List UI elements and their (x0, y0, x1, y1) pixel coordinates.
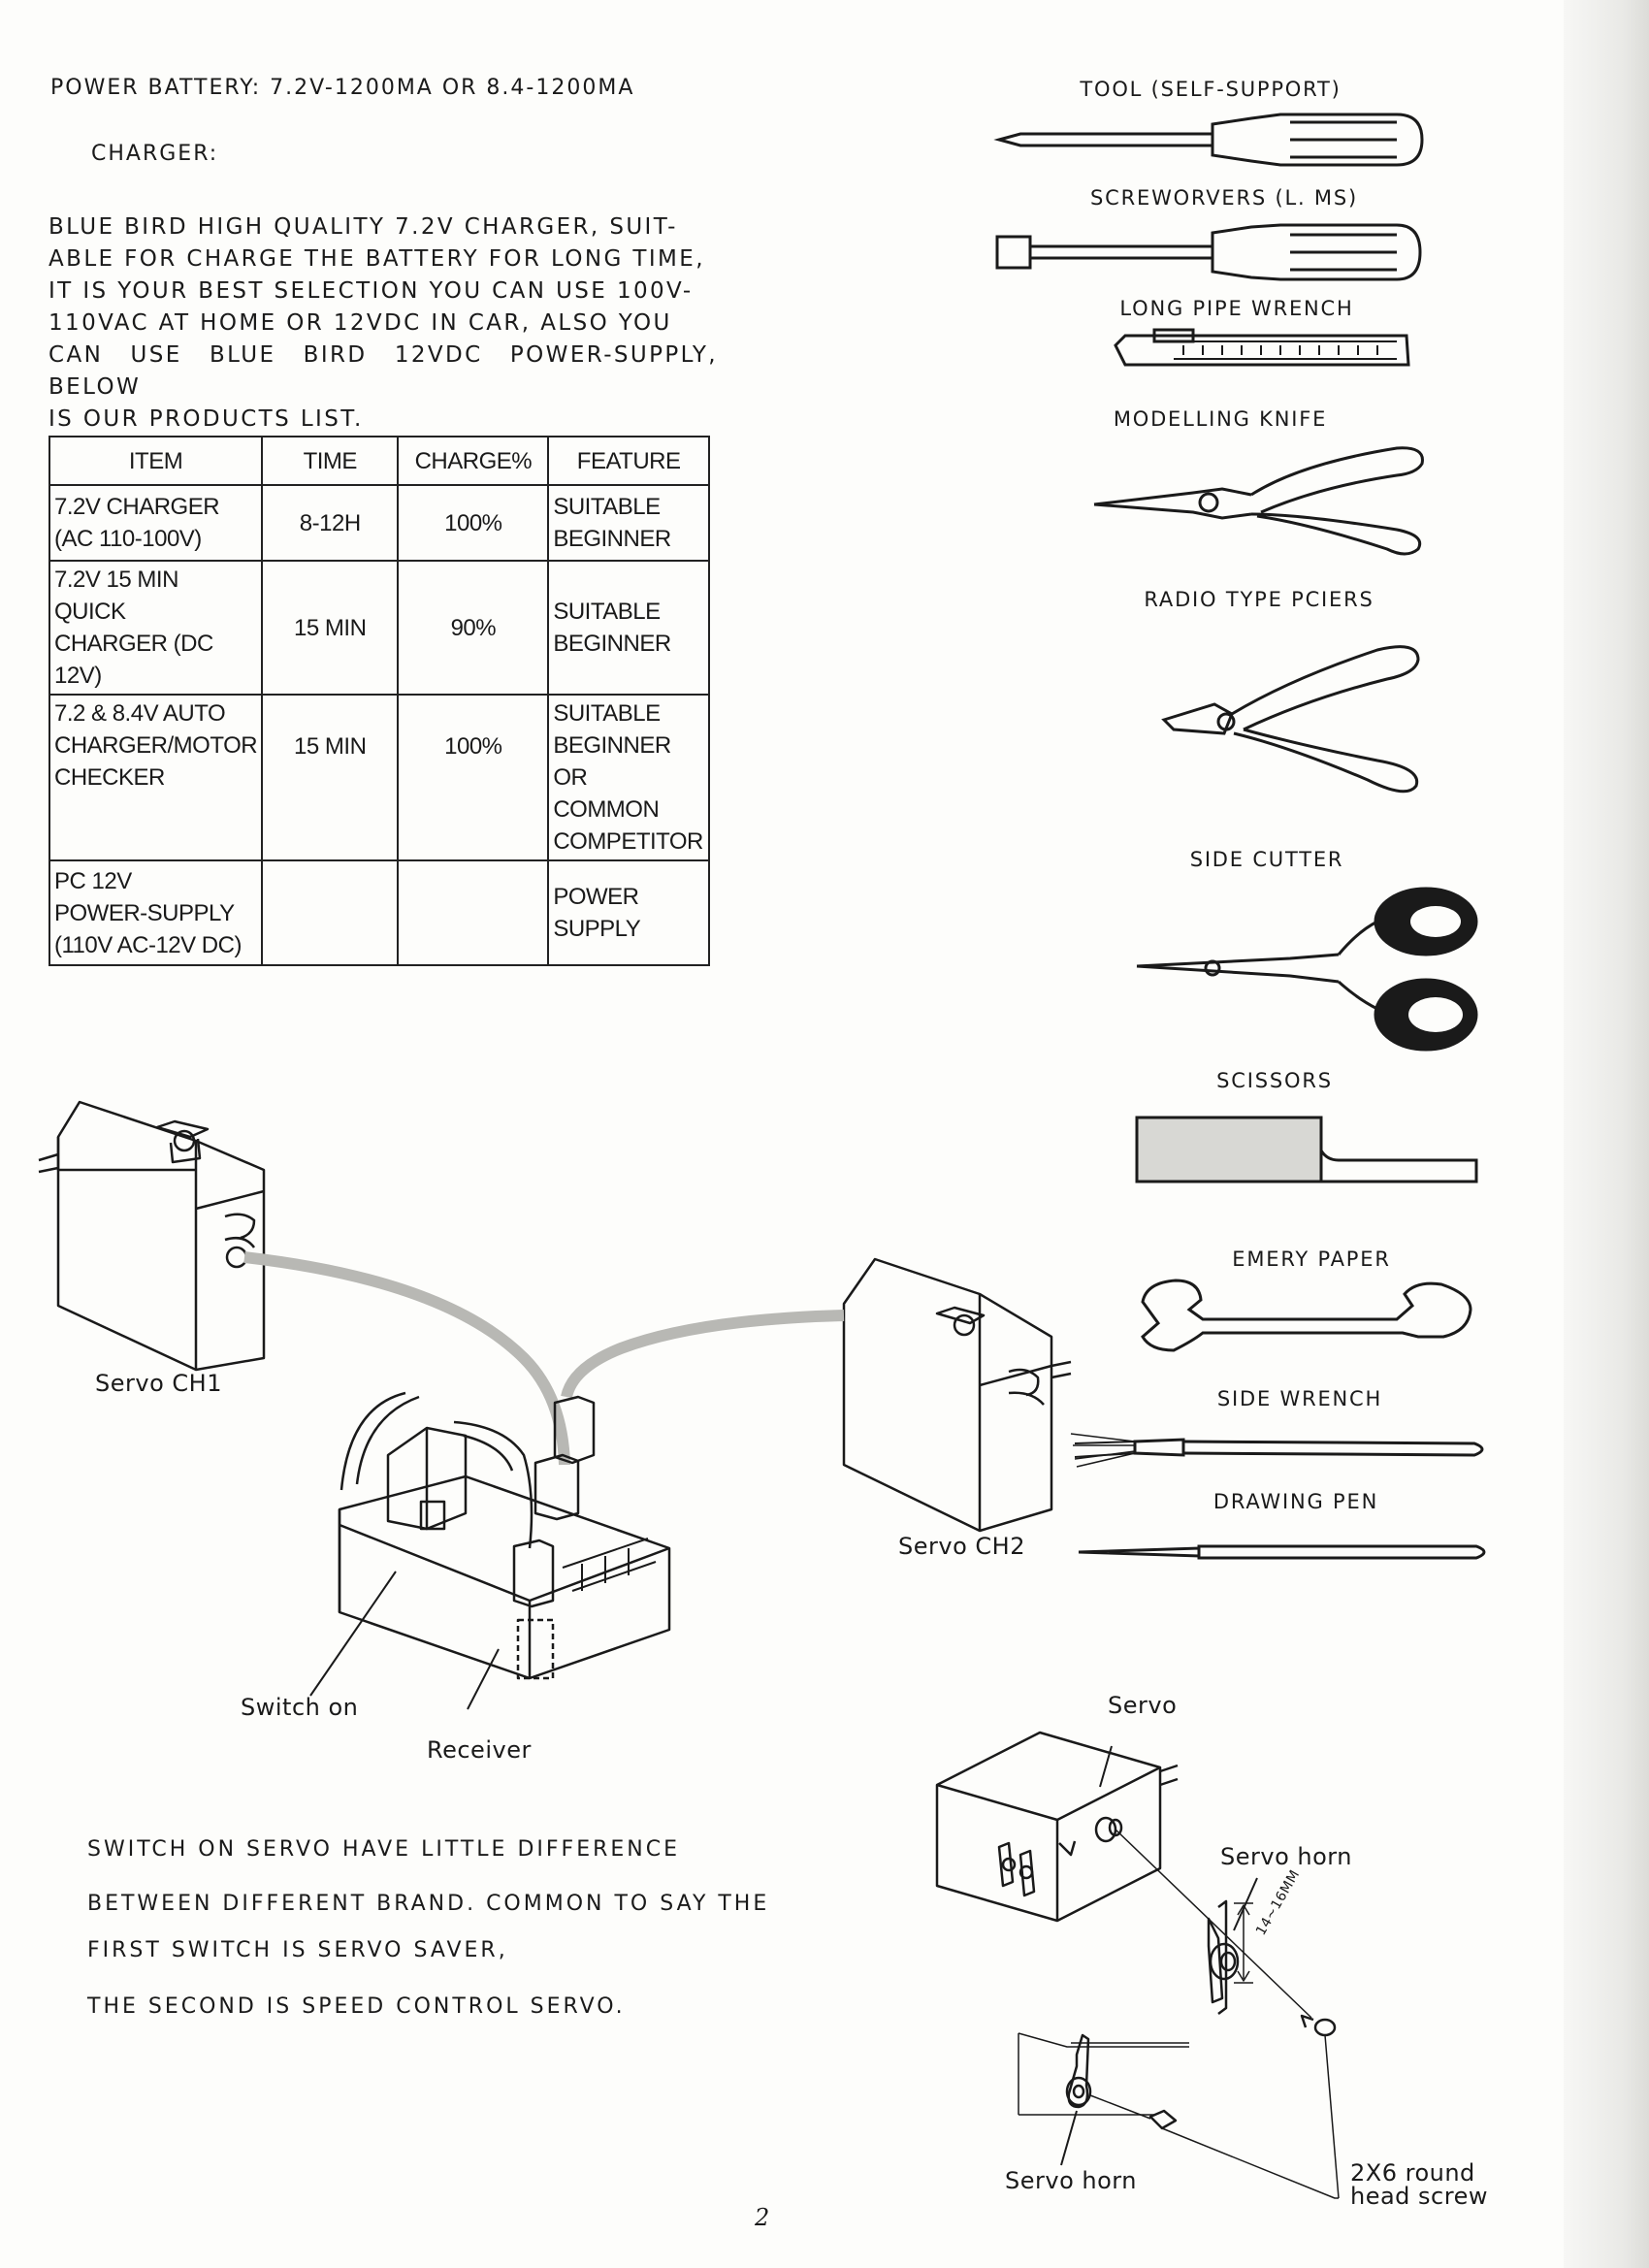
item-cell: 7.2V CHARGER (AC 110-100V) (49, 485, 262, 561)
servo-label: Servo (1108, 1692, 1178, 1719)
item-cell: 7.2 & 8.4V AUTO CHARGER/MOTOR CHECKER (49, 695, 262, 860)
intro-line: 110VAC AT HOME OR 12VDC IN CAR, ALSO YOU (48, 310, 672, 336)
note-line: BETWEEN DIFFERENT BRAND. COMMON TO SAY THE (87, 1892, 770, 1916)
page-number: 2 (755, 2204, 770, 2231)
tool-label: RADIO TYPE PCIERS (1144, 588, 1374, 611)
feature-cell: SUITABLE BEGINNER (548, 561, 709, 695)
servo-horn-label-bottom: Servo horn (1005, 2167, 1137, 2194)
intro-line: IS OUR PRODUCTS LIST. (48, 406, 364, 432)
column-header-charge: CHARGE% (398, 437, 548, 485)
intro-line: CAN USE BLUE BIRD 12VDC POWER-SUPPLY, BELOW (48, 342, 718, 400)
intro-line: ABLE FOR CHARGE THE BATTERY FOR LONG TIME, (48, 246, 705, 272)
charge-cell: 100% (398, 485, 548, 561)
intro-line: BLUE BIRD HIGH QUALITY 7.2V CHARGER, SUIT- (48, 214, 678, 240)
time-cell: 15 MIN (262, 561, 398, 695)
tool-label: SIDE WRENCH (1216, 1387, 1383, 1410)
time-cell: 8-12H (262, 485, 398, 561)
servo-horn-label-top: Servo horn (1220, 1843, 1352, 1870)
intro-line: IT IS YOUR BEST SELECTION YOU CAN USE 100V- (48, 278, 694, 304)
feature-cell: SUITABLE BEGINNER (548, 485, 709, 561)
note-line: THE SECOND IS SPEED CONTROL SERVO. (87, 1994, 626, 2019)
power-battery-line: POWER BATTERY: 7.2V-1200MA OR 8.4-1200MA (50, 76, 635, 100)
note-line: FIRST SWITCH IS SERVO SAVER, (87, 1938, 508, 1962)
item-cell: PC 12V POWER-SUPPLY (110V AC-12V DC) (49, 860, 262, 965)
charge-cell: 90% (398, 561, 548, 695)
column-header-feature: FEATURE (548, 437, 709, 485)
tool-label: MODELLING KNIFE (1113, 407, 1328, 431)
horn-dimension-label: 14~16MM (1253, 1867, 1304, 1938)
charge-cell: 100% (398, 695, 548, 860)
servo-ch2-label: Servo CH2 (898, 1533, 1025, 1560)
screw-label: 2X6 round head screw (1350, 2159, 1488, 2210)
item-cell: 7.2V 15 MIN QUICK CHARGER (DC 12V) (49, 561, 262, 695)
switch-on-label: Switch on (241, 1694, 359, 1721)
column-header-time: TIME (262, 437, 398, 485)
charger-label: CHARGER: (91, 142, 219, 166)
tool-label: EMERY PAPER (1232, 1247, 1391, 1271)
tool-label: SCISSORS (1216, 1069, 1333, 1092)
servo-ch1-label: Servo CH1 (95, 1370, 222, 1397)
tool-label: LONG PIPE WRENCH (1119, 297, 1354, 320)
tool-label: TOOL (SELF-SUPPORT) (1080, 78, 1342, 101)
note-line: SWITCH ON SERVO HAVE LITTLE DIFFERENCE (87, 1837, 680, 1862)
receiver-label: Receiver (427, 1736, 532, 1764)
tool-label: SCREWORVERS (L. MS) (1090, 186, 1358, 210)
feature-cell: POWER SUPPLY (548, 860, 709, 965)
tool-label: SIDE CUTTER (1189, 848, 1344, 871)
tool-label: DRAWING PEN (1212, 1490, 1379, 1513)
feature-cell: SUITABLE BEGINNER OR COMMON COMPETITOR (548, 695, 709, 860)
time-cell: 15 MIN (262, 695, 398, 860)
column-header-item: ITEM (49, 437, 262, 485)
